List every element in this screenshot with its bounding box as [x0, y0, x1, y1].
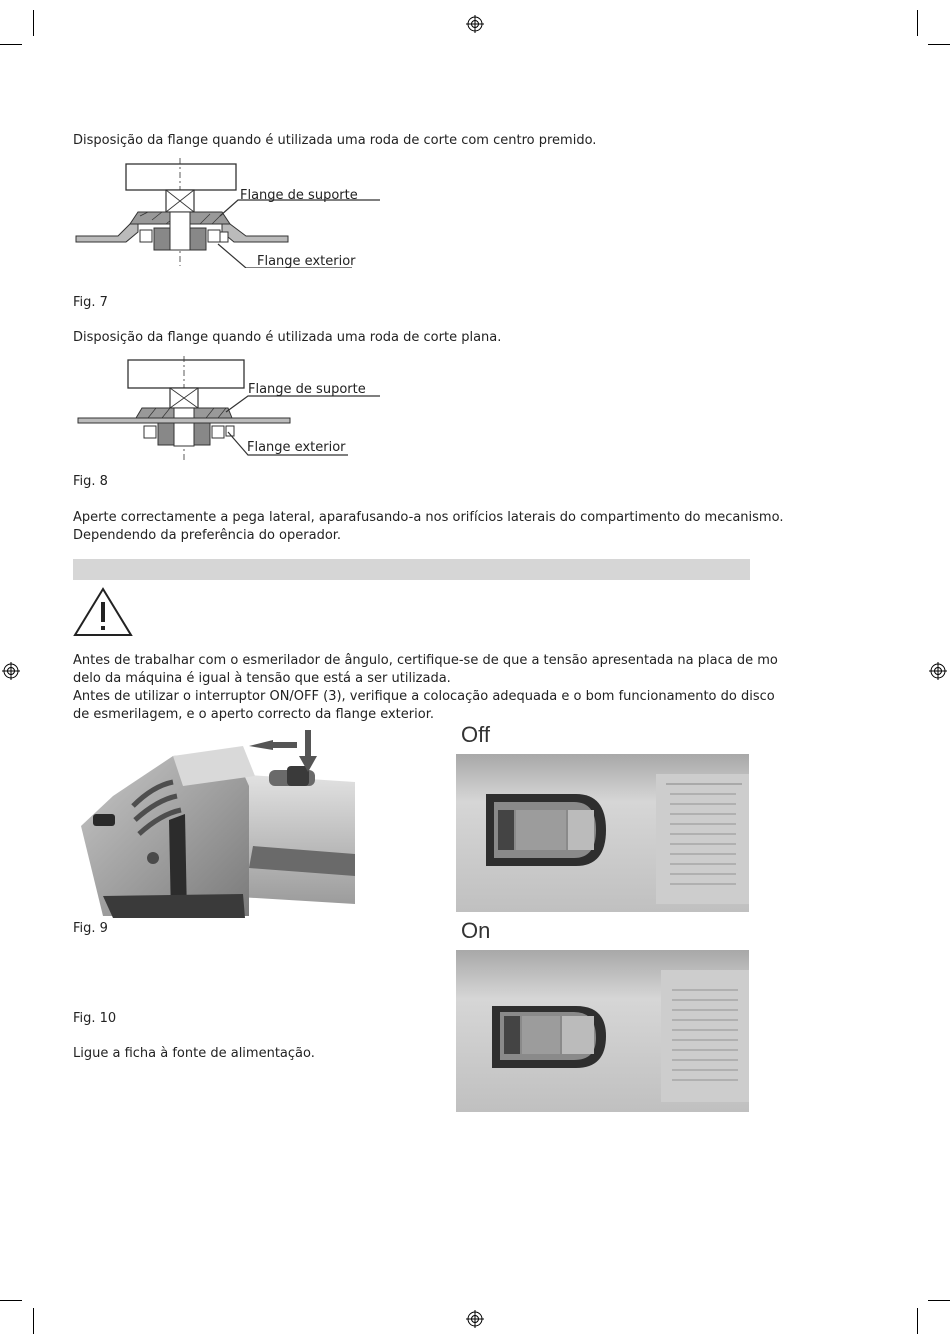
- fig7-flange-diagram: [70, 158, 390, 268]
- handle-instruction-line-2: Dependendo da preferência do operador.: [73, 528, 342, 543]
- fig7-label: Fig. 7: [73, 295, 108, 310]
- power-instruction: Ligue a ficha à fonte de alimentação.: [73, 1046, 315, 1061]
- fig7-outer-flange-label: Flange exterior: [257, 254, 356, 269]
- crop-mark-bottom-right-h: [928, 1300, 950, 1301]
- fig8-label: Fig. 8: [73, 474, 108, 489]
- registration-mark-icon: [2, 662, 20, 680]
- section-header-band: [73, 559, 750, 580]
- fig8-support-flange-label: Flange de suporte: [248, 382, 366, 397]
- registration-mark-icon: [466, 15, 484, 33]
- warning-text-line-1: Antes de trabalhar com o esmerilador de ângulo, certifique-se de que a tensão apresentada na placa de mo: [73, 653, 778, 668]
- crop-mark-top-right-v: [917, 10, 918, 36]
- warning-text-line-4: de esmerilagem, e o aperto correcto da flange exterior.: [73, 707, 434, 722]
- warning-text-line-2: delo da máquina é igual à tensão que está a ser utilizada.: [73, 671, 451, 686]
- warning-triangle-icon: [72, 586, 134, 638]
- on-label: On: [461, 918, 491, 943]
- fig7-caption: Disposição da flange quando é utilizada uma roda de corte com centro premido.: [73, 133, 597, 148]
- fig8-outer-flange-label: Flange exterior: [247, 440, 346, 455]
- switch-off-photo: [456, 754, 749, 912]
- handle-instruction-line-1: Aperte correctamente a pega lateral, aparafusando-a nos orifícios laterais do compartimento do mecanismo.: [73, 510, 784, 525]
- crop-mark-top-left-h: [0, 44, 22, 45]
- registration-mark-icon: [929, 662, 947, 680]
- fig8-caption: Disposição da flange quando é utilizada uma roda de corte plana.: [73, 330, 502, 345]
- crop-mark-bottom-right-v: [917, 1308, 918, 1334]
- switch-on-photo: [456, 950, 749, 1112]
- crop-mark-bottom-left-h: [0, 1300, 22, 1301]
- warning-text-line-3: Antes de utilizar o interruptor ON/OFF (3), verifique a colocação adequada e o bom funcionamento do disco: [73, 689, 775, 704]
- crop-mark-top-right-h: [928, 44, 950, 45]
- fig9-label: Fig. 9: [73, 921, 108, 936]
- crop-mark-bottom-left-v: [33, 1308, 34, 1334]
- crop-mark-top-left-v: [33, 10, 34, 36]
- off-label: Off: [461, 722, 490, 747]
- fig7-support-flange-label: Flange de suporte: [240, 188, 358, 203]
- fig10-label: Fig. 10: [73, 1011, 117, 1026]
- registration-mark-icon: [466, 1310, 484, 1328]
- fig9-grinder-photo: [73, 726, 355, 918]
